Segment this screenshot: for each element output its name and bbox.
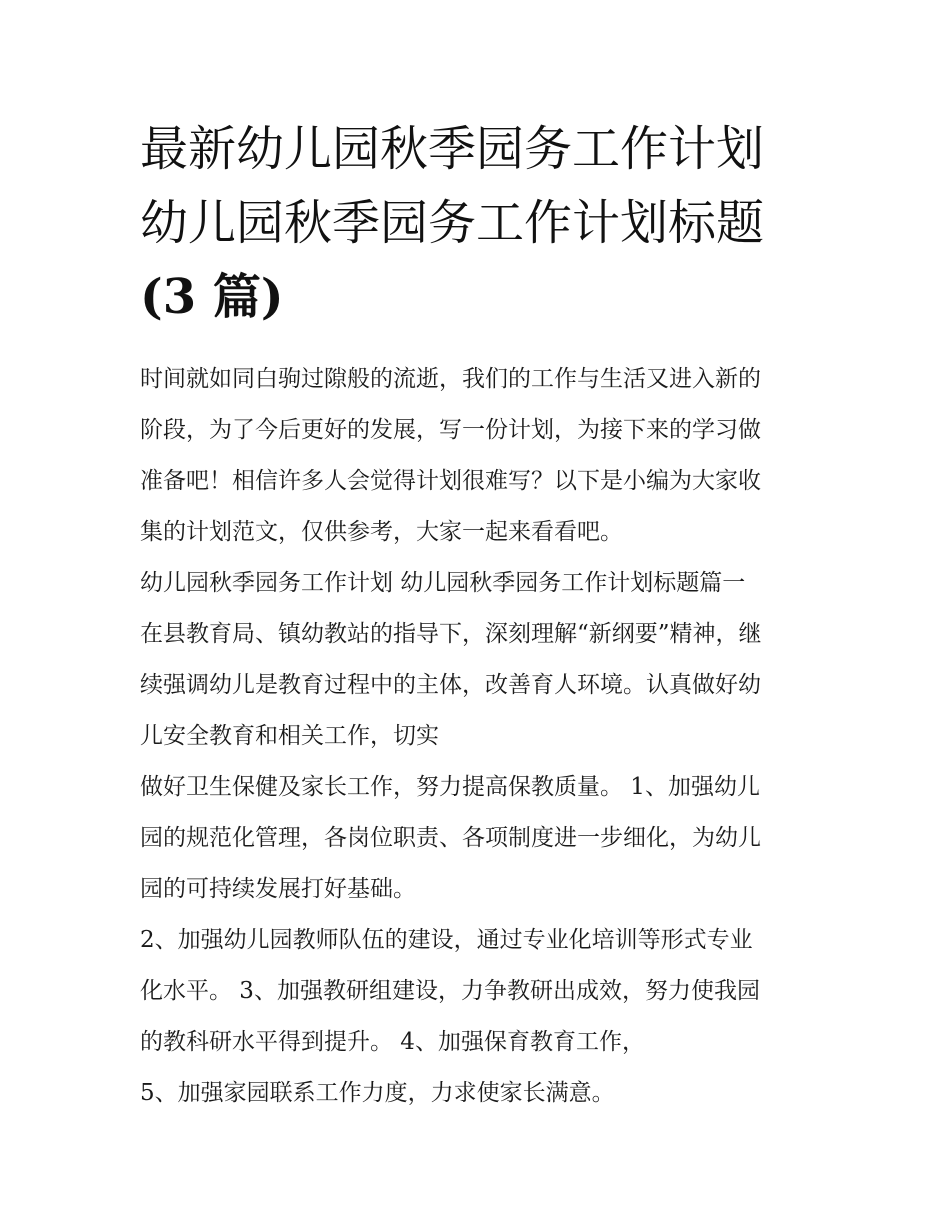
document-body (140, 354, 820, 1119)
title-line-1: 最新幼儿园秋季园务工作计划 (140, 121, 765, 177)
body-line: 续强调幼儿是教育过程中的主体，改善育人环境。认真做好幼 (140, 672, 761, 698)
body-line: 园的规范化管理，各岗位职责、各项制度进一步细化，为幼儿 (140, 825, 761, 851)
body-line: 的教科研水平得到提升。 4、加强保育教育工作， (140, 1029, 645, 1055)
body-line: 做好卫生保健及家长工作，努力提高保教质量。 1、加强幼儿 (140, 774, 760, 800)
body-line: 化水平。 3、加强教研组建设，力争教研出成效，努力使我园 (140, 978, 760, 1004)
title-line-3: (3 篇) (140, 269, 284, 325)
body-line: 时间就如同白驹过隙般的流逝，我们的工作与生活又进入新的 (140, 366, 761, 392)
body-line: 儿安全教育和相关工作，切实 (140, 723, 439, 749)
body-line: 幼儿园秋季园务工作计划 幼儿园秋季园务工作计划标题篇一 (140, 570, 746, 596)
body-line: 阶段，为了今后更好的发展，写一份计划，为接下来的学习做 (140, 417, 761, 443)
body-line: 5、加强家园联系工作力度，力求使家长满意。 (140, 1080, 615, 1106)
title-line-2: 幼儿园秋季园务工作计划标题 (140, 195, 765, 251)
body-line: 在县教育局、镇幼教站的指导下，深刻理解“新纲要”精神，继 (140, 621, 762, 647)
body-line: 园的可持续发展打好基础。 (140, 876, 416, 902)
body-line: 集的计划范文，仅供参考，大家一起来看看吧。 (140, 519, 623, 545)
body-line: 2、加强幼儿园教师队伍的建设，通过专业化培训等形式专业 (140, 927, 753, 953)
body-line: 准备吧！相信许多人会觉得计划很难写？以下是小编为大家收 (140, 468, 761, 494)
document-title (140, 112, 830, 334)
